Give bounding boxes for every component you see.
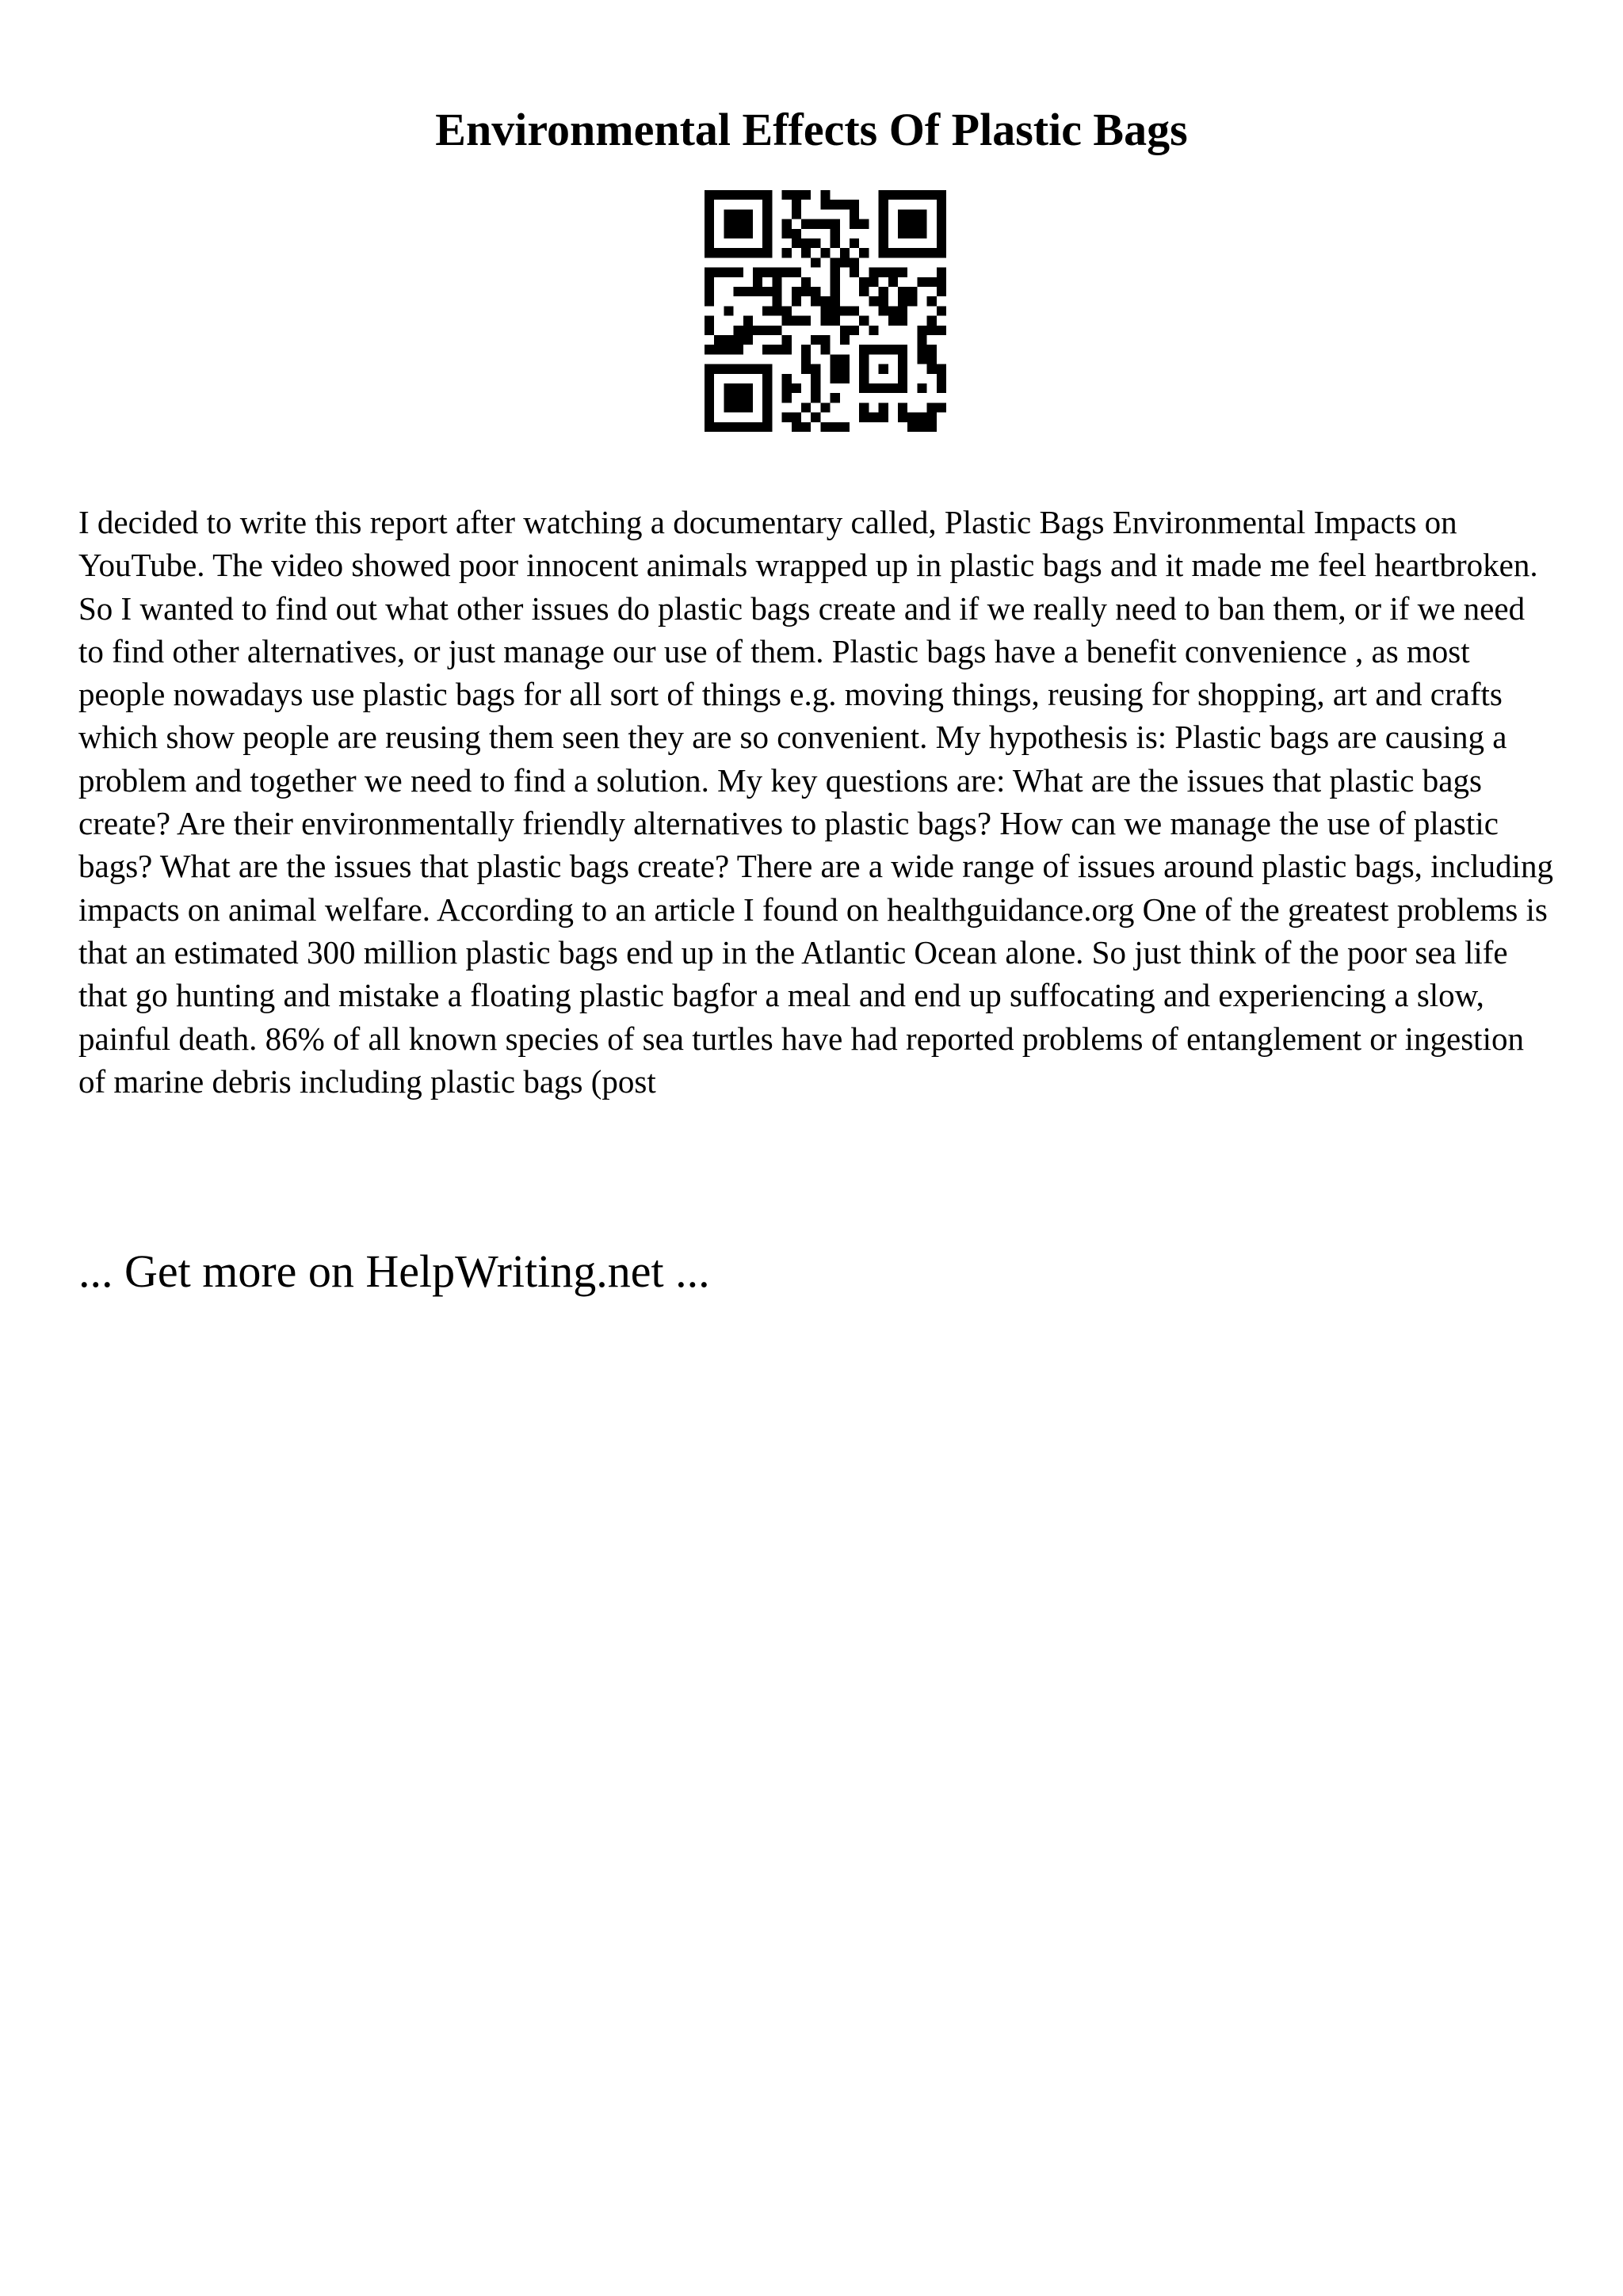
- report-body-text: I decided to write this report after watching a documentary called, Plastic Bags Environmental Impacts on YouTube. The video showed poor innocent animals wrapped up in plastic bags and it made me feel heartbroken. So I wanted to find out what other issues do plastic bags create and if we really need to ban them, or if we need to find other alternatives, or just manage our use of them. Plastic bags have a benefit convenience , as most people nowadays use plastic bags for all sort of things e.g. moving things, reusing for shopping, art and crafts which show people are reusing them seen they are so convenient. My hypothesis is: Plastic bags are causing a problem and together we need to find a solution. My key questions are: What are the issues that plastic bags create? Are their environmentally friendly alternatives to plastic bags? How can we manage the use of plastic bags? What are the issues that plastic bags create? There are a wide range of issues around plastic bags, including impacts on animal welfare. According to an article I found on healthguidance.org One of the greatest problems is that an estimated 300 million plastic bags end up in the Atlantic Ocean alone. So just think of the poor sea life that go hunting and mistake a floating plastic bagfor a meal and end up suffocating and experiencing a slow, painful death. 86% of all known species of sea turtles have had reported problems of entanglement or ingestion of marine debris including plastic bags (post: [78, 504, 1554, 1100]
- get-more-link[interactable]: ... Get more on HelpWriting.net ...: [78, 1245, 710, 1297]
- document-title: Environmental Effects Of Plastic Bags: [435, 104, 1188, 155]
- qr-code-icon: [705, 190, 946, 432]
